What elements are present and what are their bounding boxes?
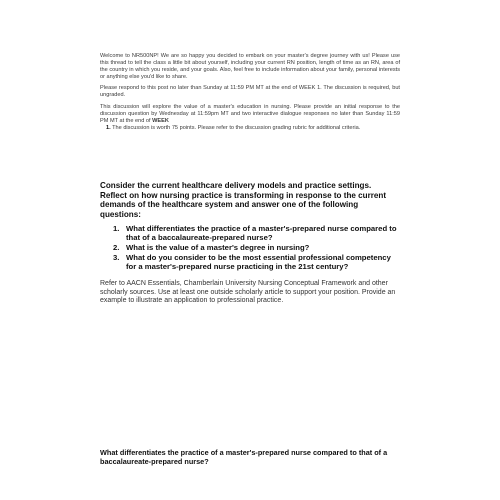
refer-paragraph: Refer to AACN Essentials, Chamberlain University Nursing Conceptual Framework and other scholarly sources. Use at least one outside scholarly article to support your position. Provide an example to illustrate an application to professional practice. (100, 280, 396, 305)
question-item (113, 243, 398, 252)
welcome-paragraph: Welcome to NR500NP! We are so happy you decided to embark on your master's degree journey with us! Please use this thread to tell the class a little bit about yourself, including your current RN position, length of time as an RN, area of the country in which you reside, and your goals. Also, feel free to include information about your family, personal interests or anything else you'd like to share. (100, 53, 400, 81)
question-number: 3. (113, 252, 120, 262)
question-item (113, 253, 398, 272)
answer-heading: What differentiates the practice of a master's-prepared nurse compared to that of a baccalaureate-prepared nurse? (100, 448, 388, 466)
question-list (113, 224, 398, 272)
explore-text: This discussion will explore the value of a master's education in nursing. Please provide an initial response to the discussion question by Wednesday at 11:59pm MT and two interactive dialogue responses no later than Sunday 11:59 PM MT at the end of (100, 103, 400, 124)
question-item (113, 224, 398, 243)
discussion-prompt: Consider the current healthcare delivery models and practice settings. Reflect on how nursing practice is transforming in response to the current demands of the healthcare system and answer one of the following questions: (100, 181, 387, 219)
question-text: What differentiates the practice of a master's-prepared nurse compared to that of a baccalaureate-prepared nurse? (126, 224, 397, 243)
points-text: The discussion is worth 75 points. Please refer to the discussion grading rubric for additional criteria. (112, 124, 361, 131)
points-paragraph (100, 125, 400, 132)
question-number: 2. (113, 243, 120, 253)
points-number: 1. (106, 124, 111, 131)
question-number: 1. (113, 224, 120, 233)
question-text: What is the value of a master's degree in nursing? (126, 243, 310, 253)
deadline-paragraph: Please respond to this post no later than Sunday at 11:59 PM MT at the end of WEEK 1. The discussion is required, but ungraded. (100, 85, 400, 99)
intro-section (100, 53, 400, 132)
explore-paragraph (100, 104, 400, 125)
question-text: What do you consider to be the most essential professional competency for a master's-prepared nurse practicing in the 21st century? (126, 252, 391, 272)
explore-week: WEEK (152, 117, 169, 124)
